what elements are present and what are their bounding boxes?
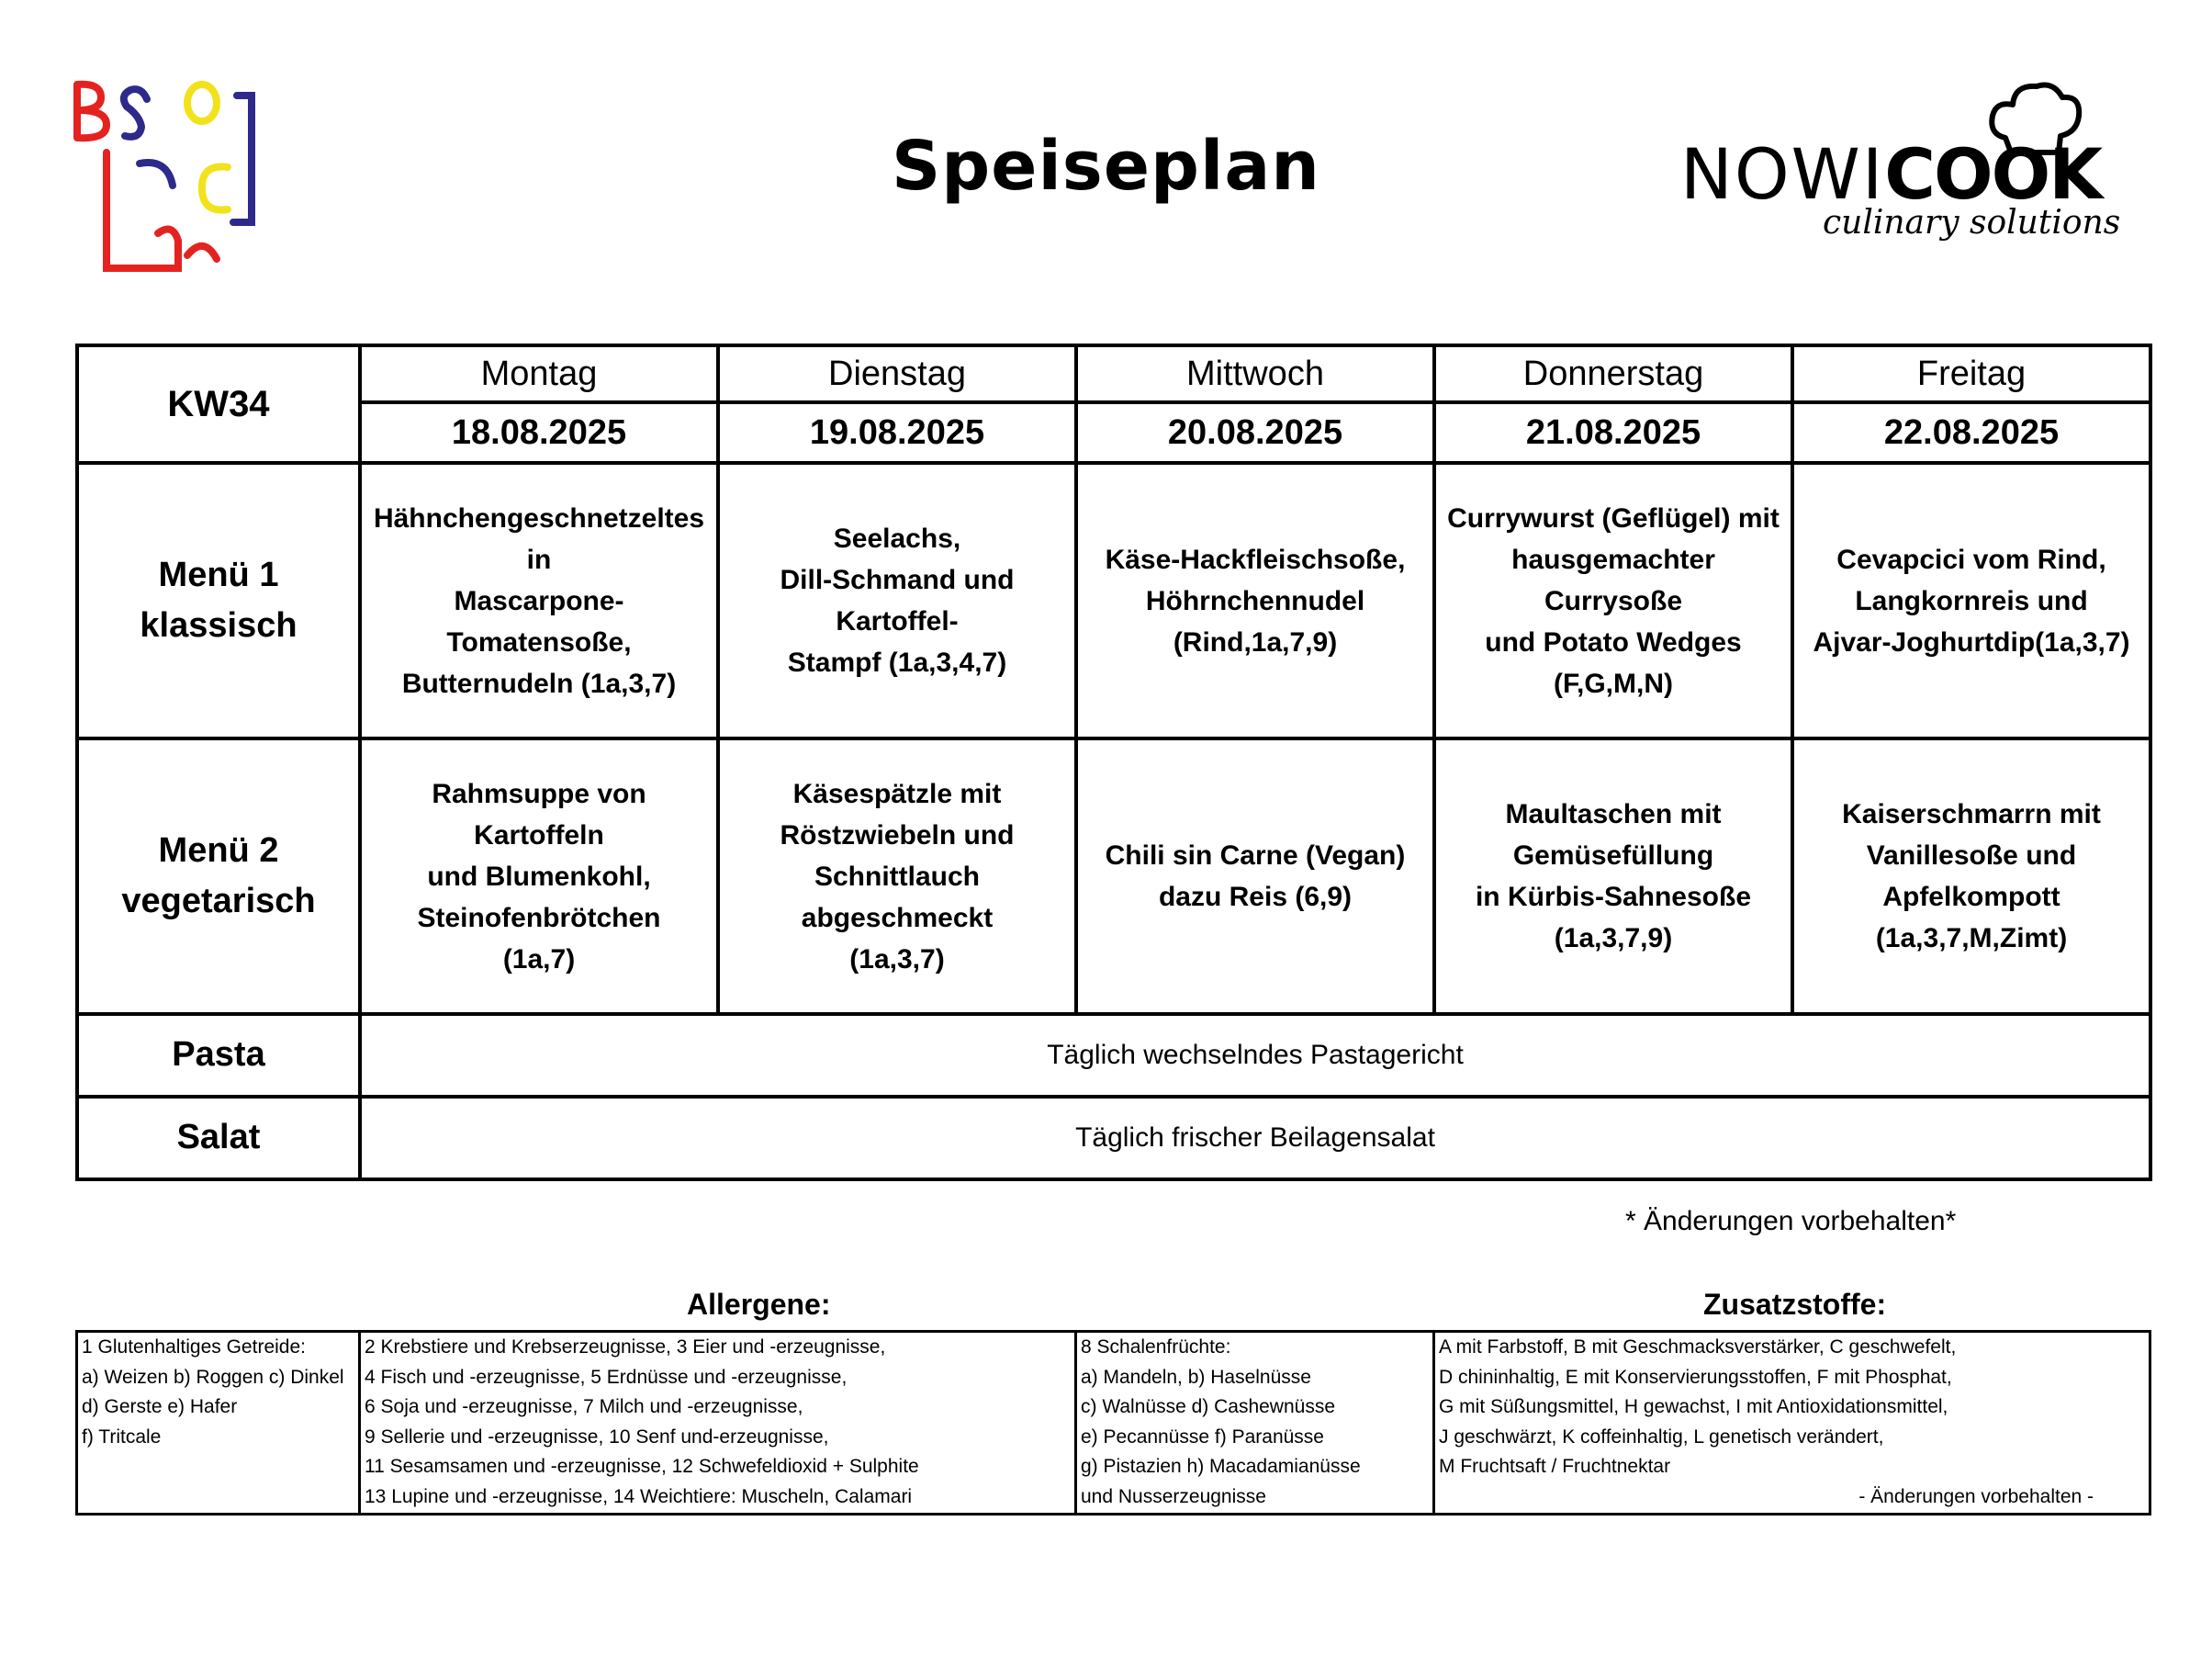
meal-line: Dill-Schmand und Kartoffel- [780,565,1015,637]
meal-line: Seelachs, [833,524,961,554]
meal-line: (1a,3,7,M,Zimt) [1875,923,2068,953]
day-row [77,345,2150,402]
additive-heading: Zusatzstoffe: [1703,1288,1887,1321]
legend-line: G mit Süßungsmittel, H gewachst, I mit Antioxidationsmittel, [1439,1396,1948,1417]
menu1-row [77,463,2150,738]
meal-line: Langkornreis und [1855,585,2088,616]
legend-line: und Nusserzeugnisse [1081,1485,1266,1507]
legend-row [77,1332,2150,1515]
salad-text: Täglich frischer Beilagensalat [360,1097,2150,1179]
date-wednesday: 20.08.2025 [1076,402,1434,463]
menu2-meal-tuesday [718,738,1076,1014]
legend-line: M Fruchtsaft / Fruchtnektar [1439,1456,1671,1477]
legend-additives [1434,1332,2150,1515]
meal-line: hausgemachter Currysoße [1511,544,1715,616]
meal-line: Rahmsuppe von Kartoffeln [432,778,646,851]
meal-line: (1a,3,7,9) [1554,923,1673,953]
meal-line: Butternudeln (1a,3,7) [401,668,677,699]
menu2-row [77,738,2150,1014]
meal-line: Mascarpone-Tomatensoße, [446,585,632,658]
salad-row [77,1097,2150,1179]
meal-line: Steinofenbrötchen [417,902,661,933]
meal-line: (Rind,1a,7,9) [1173,626,1338,658]
legend-line: 8 Schalenfrüchte: [1081,1336,1231,1358]
meal-line: in Kürbis-Sahnesoße [1475,882,1752,912]
legend-line: J geschwärzt, K coffeinhaltig, L genetisch verändert, [1439,1425,1884,1448]
meal-line: Chili sin Carne (Vegan) [1105,840,1406,871]
page-title: Speiseplan [891,127,1320,206]
day-name-thursday: Donnerstag [1434,345,1792,402]
day-name-friday: Freitag [1792,345,2150,402]
legend-line: f) Tritcale [82,1425,162,1448]
meal-line: Cevapcici vom Rind, [1836,544,2106,575]
legend-line: d) Gerste e) Hafer [82,1396,238,1417]
meal-line: dazu Reis (6,9) [1158,882,1353,912]
meal-line: Ajvar-Joghurtdip(1a,3,7) [1813,626,2130,658]
day-name-tuesday: Dienstag [718,345,1076,402]
menu1-meal-wednesday [1076,463,1434,738]
menu1-label-line1: Menü 1 [158,555,279,594]
legend-line: a) Mandeln, b) Haselnüsse [1081,1366,1311,1388]
menu2-meal-wednesday [1076,738,1434,1014]
allergen-heading: Allergene: [687,1288,831,1321]
meal-line: Hähnchengeschnetzeltes in [373,502,705,575]
legend-table [75,1330,2151,1516]
brand-thin-text: NOWI [1680,133,1885,215]
day-name-monday: Montag [360,345,718,402]
legend-line: 9 Sellerie und -erzeugnisse, 10 Senf und-erzeugnisse, [365,1425,829,1448]
meal-line: Käse-Hackfleischsoße, [1105,544,1406,575]
meal-line: und Potato Wedges [1485,626,1742,658]
menu1-meal-monday [360,463,718,738]
pasta-text: Täglich wechselndes Pastagericht [360,1014,2150,1097]
legend-line: 4 Fisch und -erzeugnisse, 5 Erdnüsse und -erzeugnisse, [365,1366,848,1388]
date-monday: 18.08.2025 [360,402,718,463]
legend-line: A mit Farbstoff, B mit Geschmacksverstärker, C geschwefelt, [1439,1336,1957,1358]
menu1-label [77,463,360,738]
meal-line: Röstzwiebeln und [780,819,1015,851]
date-friday: 22.08.2025 [1792,402,2150,463]
date-thursday: 21.08.2025 [1434,402,1792,463]
meal-line: (1a,7) [502,943,576,975]
caterer-logo [1671,73,2130,257]
menu-table [75,344,2152,1181]
legend-line: 13 Lupine und -erzeugnisse, 14 Weichtiere: Muscheln, Calamari [365,1485,913,1507]
legend-line: c) Walnüsse d) Cashewnüsse [1081,1396,1335,1417]
meal-line: Currywurst (Geflügel) mit [1447,502,1780,534]
meal-line: Apfelkompott [1882,882,2060,912]
legend-line: 1 Glutenhaltiges Getreide: [82,1336,306,1358]
pasta-row [77,1014,2150,1097]
changes-note: * Änderungen vorbehalten* [1625,1206,1957,1236]
menu2-meal-monday [360,738,718,1014]
legend-line: 11 Sesamsamen und -erzeugnisse, 12 Schwefeldioxid + Sulphite [365,1456,919,1477]
legend-line: 2 Krebstiere und Krebserzeugnisse, 3 Eier und -erzeugnisse, [365,1336,886,1358]
legend-footer: - Änderungen vorbehalten - [1858,1485,2094,1507]
week-label: KW34 [77,345,360,463]
legend-line: D chininhaltig, E mit Konservierungsstoffen, F mit Phosphat, [1439,1366,1952,1388]
brand-tagline: culinary solutions [1823,204,2121,242]
day-name-wednesday: Mittwoch [1076,345,1434,402]
legend-line: a) Weizen b) Roggen c) Dinkel [82,1366,344,1388]
brand-bold-text: COOK [1884,133,2102,215]
menu2-label-line1: Menü 2 [158,830,279,870]
meal-line: Schnittlauch abgeschmeckt [801,861,994,933]
legend-cereals [77,1332,360,1515]
pasta-label: Pasta [77,1014,360,1097]
menu1-label-line2: klassisch [140,606,298,645]
menu2-label [77,738,360,1014]
meal-line: (1a,3,7) [849,943,945,975]
legend-nuts [1076,1332,1434,1515]
meal-line: Höhrnchennudel [1145,585,1365,616]
legend-line: 6 Soja und -erzeugnisse, 7 Milch und -erzeugnisse, [365,1396,803,1417]
meal-line: Stampf (1a,3,4,7) [787,648,1007,678]
menu2-label-line2: vegetarisch [121,882,316,920]
salad-label: Salat [77,1097,360,1179]
meal-line: (F,G,M,N) [1554,668,1673,699]
meal-line: Maultaschen mit [1505,799,1722,829]
date-tuesday: 19.08.2025 [718,402,1076,463]
meal-line: Käsespätzle mit [792,778,1002,809]
menu2-meal-friday [1792,738,2150,1014]
legend-allergens [360,1332,1076,1515]
meal-line: Gemüsefüllung [1512,840,1714,871]
meal-line: Kaiserschmarrn mit [1842,799,2101,829]
menu1-meal-friday [1792,463,2150,738]
legend-line: e) Pecannüsse f) Paranüsse [1081,1425,1324,1448]
meal-line: und Blumenkohl, [427,861,651,892]
date-row [77,402,2150,463]
meal-line: Vanillesoße und [1866,840,2077,871]
legend-line: g) Pistazien h) Macadamianüsse [1081,1456,1361,1477]
menu2-meal-thursday [1434,738,1792,1014]
menu1-meal-thursday [1434,463,1792,738]
menu1-meal-tuesday [718,463,1076,738]
